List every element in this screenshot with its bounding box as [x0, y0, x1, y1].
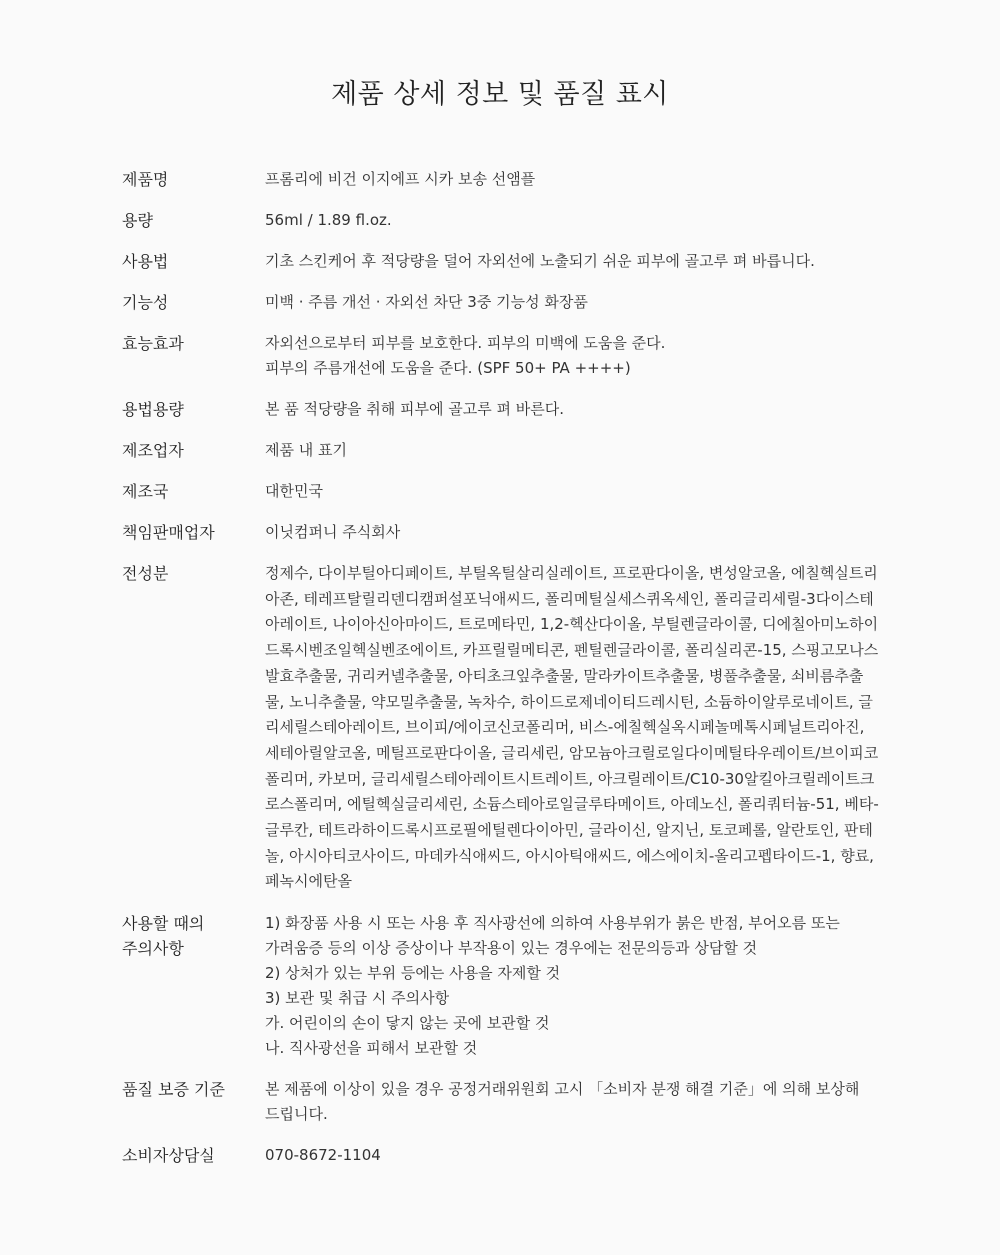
row-ingredients [122, 561, 882, 895]
row-product-name [122, 167, 882, 192]
row-manufacturer [122, 438, 882, 463]
row-consumer-center [122, 1143, 882, 1168]
label-dosage: 용법용량 [122, 400, 184, 419]
row-usage [122, 249, 882, 274]
value-warranty: 본 제품에 이상이 있을 경우 공정거래위원회 고시 「소비자 분쟁 해결 기준」에 의해 보상해 드립니다. [265, 1080, 860, 1124]
value-seller: 이닛컴퍼니 주식회사 [265, 523, 401, 541]
label-usage: 사용법 [122, 252, 169, 271]
caution-line-4: 가. 어린이의 손이 닿지 않는 곳에 보관할 것 [265, 1014, 550, 1033]
row-caution [122, 911, 882, 1061]
label-function: 기능성 [122, 293, 169, 312]
label-manufacturer: 제조업자 [122, 441, 184, 460]
label-product-name: 제품명 [122, 170, 169, 189]
caution-line-3: 3) 보관 및 취급 시 주의사항 [265, 989, 450, 1008]
label-seller: 책임판매업자 [122, 523, 215, 542]
info-table [122, 167, 882, 1168]
value-consumer-center: 070-8672-1104 [265, 1146, 381, 1165]
row-country [122, 479, 882, 504]
value-country: 대한민국 [265, 482, 323, 500]
efficacy-line-1: 자외선으로부터 피부를 보호한다. 피부의 미백에 도움을 준다. [265, 334, 666, 352]
value-ingredients: 정제수, 다이부틸아디페이트, 부틸옥틸살리실레이트, 프로판다이올, 변성알코올, 에칠헥실트리아존, 테레프탈릴리덴디캠퍼설포닉애씨드, 폴리메틸실세스퀴옥세인, 폴리글리세릴-3다이스테아레이트, 나이아신아마이드, 트로메타민, 1,2-헥산다이올, 부틸렌글라이콜, 디에칠아미노하이드록시벤조일헥실벤조에이트, 카프릴릴메티콘, 펜틸렌글라이콜, 폴리실리콘-15, 스핑고모나스발효추출물, 귀리커넬추출물, 아티초크잎추출물, 말라카이트추출물, 병풀추출물, 쇠비름추출물, 노니추출물, 약모밀추출물, 녹차수, 하이드로제네이티드레시틴, 소듐하이알루로네이트, 글리세릴스테아레이트, 브이피/에이코신코폴리머, 비스-에칠헥실옥시페놀메톡시페닐트리아진, 세테아릴알코올, 메틸프로판다이올, 글리세린, 암모늄아크릴로일다이메틸타우레이트/브이피코폴리머, 카보머, 글리세릴스테아레이트시트레이트, 아크릴레이트/C10-30알킬아크릴레이트크로스폴리머, 에틸헥실글리세린, 소듐스테아로일글루타메이트, 아데노신, 폴리쿼터늄-51, 베타-글루칸, 테트라하이드록시프로필에틸렌다이아민, 글라이신, 알지닌, 토코페롤, 알란토인, 판테놀, 아시아티코사이드, 마데카식애씨드, 아시아틱애씨드, 에스에이치-올리고펩타이드-1, 향료, 페녹시에탄올 [265, 564, 879, 891]
label-consumer-center: 소비자상담실 [122, 1146, 215, 1166]
page-title: 제품 상세 정보 및 품질 표시 [331, 79, 669, 110]
label-efficacy: 효능효과 [122, 334, 184, 353]
label-country: 제조국 [122, 482, 169, 501]
row-volume [122, 208, 882, 233]
row-dosage [122, 397, 882, 422]
row-seller [122, 520, 882, 545]
label-ingredients: 전성분 [122, 564, 169, 583]
label-volume: 용량 [122, 211, 153, 230]
efficacy-line-2: 피부의 주름개선에 도움을 준다. (SPF 50+ PA ++++) [265, 359, 631, 377]
value-efficacy [265, 331, 882, 381]
value-function: 미백 · 주름 개선 · 자외선 차단 3중 기능성 화장품 [265, 293, 588, 311]
row-efficacy [122, 331, 882, 381]
value-product-name: 프롬리에 비건 이지에프 시카 보송 선앰플 [265, 170, 536, 188]
value-dosage: 본 품 적당량을 취해 피부에 골고루 펴 바른다. [265, 400, 564, 418]
value-manufacturer: 제품 내 표기 [265, 441, 347, 459]
row-warranty [122, 1077, 882, 1127]
caution-line-2: 2) 상처가 있는 부위 등에는 사용을 자제할 것 [265, 964, 561, 983]
value-usage: 기초 스킨케어 후 적당량을 덜어 자외선에 노출되기 쉬운 피부에 골고루 펴 바릅니다. [265, 252, 815, 270]
label-caution: 사용할 때의 주의사항 [122, 914, 205, 959]
value-caution [265, 911, 882, 1061]
row-function [122, 290, 882, 315]
label-warranty: 품질 보증 기준 [122, 1080, 225, 1100]
caution-line-5: 나. 직사광선을 피해서 보관할 것 [265, 1039, 478, 1058]
value-volume: 56ml / 1.89 fl.oz. [265, 211, 392, 229]
caution-line-1: 1) 화장품 사용 시 또는 사용 후 직사광선에 의하여 사용부위가 붉은 반점, 부어오름 또는 가려움증 등의 이상 증상이나 부작용이 있는 경우에는 전문의등과 상담할 것 [265, 914, 840, 958]
